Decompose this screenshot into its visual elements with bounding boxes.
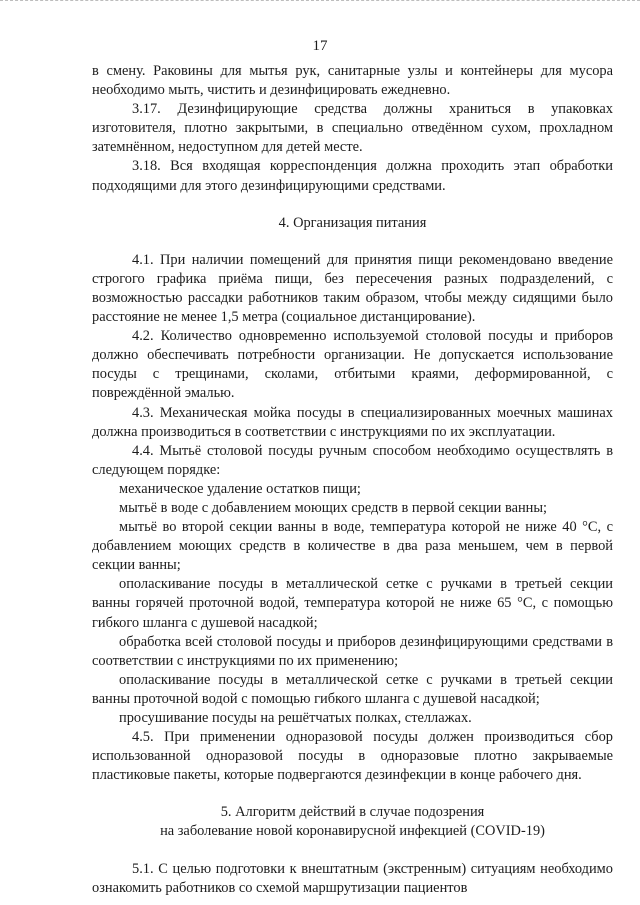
paragraph-4-1: 4.1. При наличии помещений для принятия пищи рекомендовано введение строгого графика приёма пищи, без пересечения разных подразделений, с возможностью рассадки работников таким образом, чтобы между сидящими было расстояние не менее 1,5 метра (социальное дистанцирование). xyxy=(92,251,613,326)
list-item: мытьё в воде с добавлением моющих средств в первой секции ванны; xyxy=(119,499,548,516)
list-item: ополаскивание посуды в металлической сетке с ручками в третьей секции ванны проточной водой с помощью гибкого шланга с душевой насадкой; xyxy=(92,671,613,707)
page-number: 17 xyxy=(312,38,328,54)
section-5-heading-line-2: на заболевание новой коронавирусной инфекцией (COVID-19) xyxy=(160,823,545,840)
scan-edge xyxy=(0,0,640,13)
list-item: просушивание посуды на решётчатых полках, стеллажах. xyxy=(119,710,472,726)
paragraph-3-18: 3.18. Вся входящая корреспонденция должна проходить этап обработки подходящими для этого дезинфицирующими средствами. xyxy=(92,158,613,194)
paragraph-4-4: 4.4. Мытьё столовой посуды ручным способом необходимо осуществлять в следующем порядке: xyxy=(92,442,613,478)
list-item: обработка всей столовой посуды и приборов дезинфицирующими средствами в соответствии с инструкциями по их применению; xyxy=(92,633,613,669)
paragraph-4-3: 4.3. Механическая мойка посуды в специализированных моечных машинах должна производиться в соответствии с инструкциями по их эксплуатации. xyxy=(92,404,613,440)
paragraph-3-17: 3.17. Дезинфицирующие средства должны храниться в упаковках изготовителя, плотно закрытыми, в специально отведённом сухом, прохладном затемнённом, недоступном для детей месте. xyxy=(92,101,613,156)
section-5-heading-line-1: 5. Алгоритм действий в случае подозрения xyxy=(220,804,485,821)
document-body xyxy=(92,62,613,898)
section-4-heading: 4. Организация питания xyxy=(278,214,427,231)
paragraph-4-5: 4.5. При применении одноразовой посуды должен производиться сбор использованной одноразовой посуды в одноразовые плотно закрываемые пластиковые пакеты, которые подвергаются дезинфекции в конце рабочего дня. xyxy=(92,729,613,784)
paragraph-4-2: 4.2. Количество одновременно используемой столовой посуды и приборов должно обеспечивать потребности организации. Не допускается использование посуды с трещинами, сколами, отбитыми краями, деформированной, с повреждённой эмалью. xyxy=(92,328,613,402)
list-item: мытьё во второй секции ванны в воде, температура которой не ниже 40 °С, с добавлением моющих средств в количестве в два раза меньшем, чем в первой секции ванны; xyxy=(92,519,613,574)
paragraph-5-1: 5.1. С целью подготовки к внештатным (экстренным) ситуациям необходимо ознакомить работников со схемой маршрутизации пациентов xyxy=(92,860,613,896)
list-item: ополаскивание посуды в металлической сетке с ручками в третьей секции ванны горячей проточной водой, температура которой не ниже 65 °С, с помощью гибкого шланга с душевой насадкой; xyxy=(92,576,613,631)
list-item: механическое удаление остатков пищи; xyxy=(119,480,361,497)
paragraph: в смену. Раковины для мытья рук, санитарные узлы и контейнеры для мусора необходимо мыть, чистить и дезинфицировать ежедневно. xyxy=(92,63,613,99)
